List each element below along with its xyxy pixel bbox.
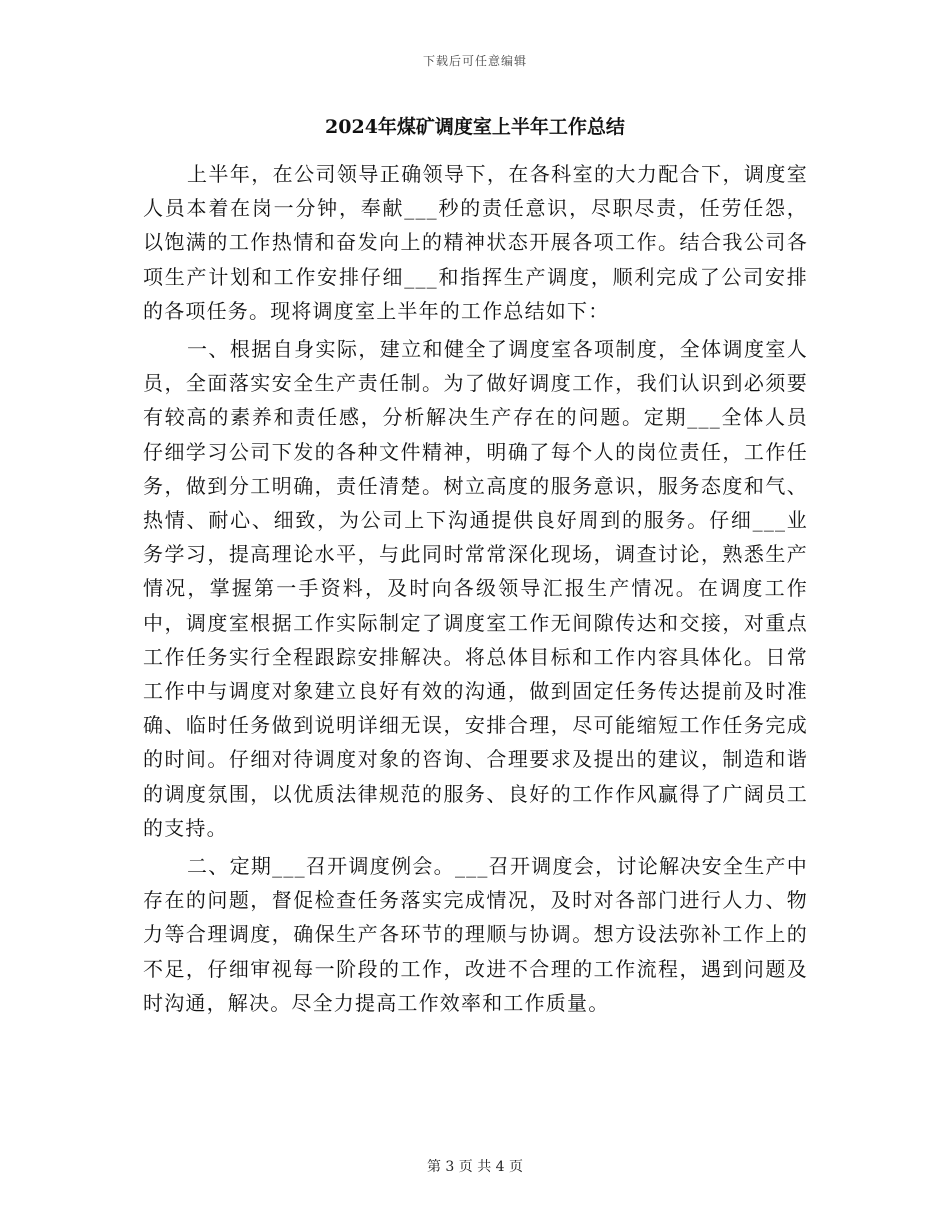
paragraph-section-one: 一、根据自身实际，建立和健全了调度室各项制度，全体调度室人员，全面落实安全生产责任制。为了做好调度工作，我们认识到必须要有较高的素养和责任感，分析解决生产存在的问题。定期___全体人员仔细学习公司下发的各种文件精神，明确了每个人的岗位责任，工作任务，做到分工明确，责任清楚。树立高度的服务意识，服务态度和气、热情、耐心、细致，为公司上下沟通提供良好周到的服务。仔细___业务学习，提高理论水平，与此同时常常深化现场，调查讨论，熟悉生产情况，掌握第一手资料，及时向各级领导汇报生产情况。在调度工作中，调度室根据工作实际制定了调度室工作无间隙传达和交接，对重点工作任务实行全程跟踪安排解决。将总体目标和工作内容具体化。日常工作中与调度对象建立良好有效的沟通，做到固定任务传达提前及时准确、临时任务做到说明详细无误，安排合理，尽可能缩短工作任务完成的时间。仔细对待调度对象的咨询、合理要求及提出的建议，制造和谐的调度氛围，以优质法律规范的服务、良好的工作作风赢得了广阔员工的支持。 bbox=[143, 337, 808, 840]
paragraph-section-two: 二、定期___召开调度例会。___召开调度会，讨论解决安全生产中存在的问题，督促检查任务落实完成情况，及时对各部门进行人力、物力等合理调度，确保生产各环节的理顺与协调。想方设法弥补工作上的不足，仔细审视每一阶段的工作，改进不合理的工作流程，遇到问题及时沟通，解决。尽全力提高工作效率和工作质量。 bbox=[143, 854, 808, 1015]
page-title: 2024年煤矿调度室上半年工作总结 bbox=[325, 116, 625, 138]
page-number: 第 3 页 共 4 页 bbox=[426, 1159, 524, 1175]
paragraph-intro: 上半年，在公司领导正确领导下，在各科室的大力配合下，调度室人员本着在岗一分钟，奉献___秒的责任意识，尽职尽责，任劳任怨，以饱满的工作热情和奋发向上的精神状态开展各项工作。结合我公司各项生产计划和工作安排仔细___和指挥生产调度，顺利完成了公司安排的各项任务。现将调度室上半年的工作总结如下： bbox=[143, 162, 808, 323]
header-note: 下载后可任意编辑 bbox=[422, 54, 527, 68]
document-body bbox=[143, 157, 808, 1024]
